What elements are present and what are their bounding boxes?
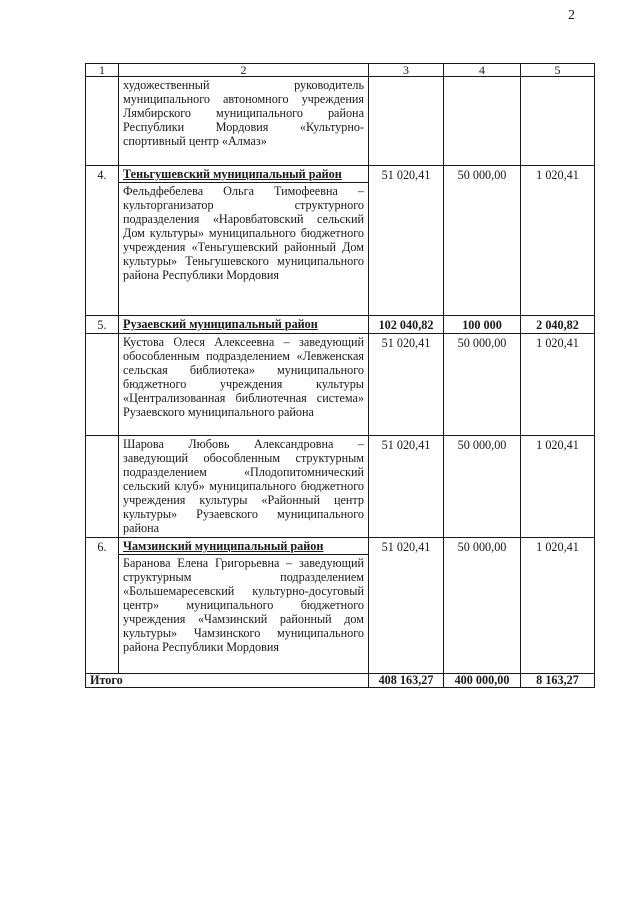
table-row	[86, 166, 595, 316]
amount-col5: 2 040,82	[521, 316, 595, 334]
table-row	[86, 316, 595, 334]
column-header-1: 1	[86, 64, 119, 77]
table-row	[86, 77, 595, 166]
row-number	[86, 436, 119, 538]
recipient-description: художественный руководитель муниципального автономного учреждения Лямбирского муниципального района Республики Мордовия «Культурно-спортивный центр «Алмаз»	[119, 77, 369, 166]
column-header-5: 5	[521, 64, 595, 77]
row-number	[86, 334, 119, 436]
table-row	[86, 436, 595, 538]
amount-col5: 1 020,41	[521, 436, 595, 538]
column-header-3: 3	[369, 64, 444, 77]
row-number: 5.	[86, 316, 119, 334]
amount-col5: 1 020,41	[521, 166, 595, 316]
total-row	[86, 674, 595, 688]
row-number	[86, 77, 119, 166]
page-number: 2	[568, 8, 575, 23]
row-number: 4.	[86, 166, 119, 316]
amount-col4: 50 000,00	[444, 538, 521, 674]
amount-col5: 1 020,41	[521, 334, 595, 436]
row-number: 6.	[86, 538, 119, 674]
amount-col5: 1 020,41	[521, 538, 595, 674]
amount-col4: 50 000,00	[444, 334, 521, 436]
amount-col3: 102 040,82	[369, 316, 444, 334]
amount-col4: 100 000	[444, 316, 521, 334]
column-header-2: 2	[119, 64, 369, 77]
table-row	[86, 334, 595, 436]
amount-col3: 51 020,41	[369, 436, 444, 538]
district-name: Чамзинский муниципальный район	[123, 539, 324, 553]
table-row	[86, 538, 595, 674]
total-col3: 408 163,27	[369, 674, 444, 688]
amount-col5	[521, 77, 595, 166]
column-header-4: 4	[444, 64, 521, 77]
recipient-description: Баранова Елена Григорьевна – заведующий структурным подразделением «Большемаресевский культурно-досуговый центр» муниципального бюджетного учреждения «Чамзинский районный дом культуры» Чамзинского муниципального района Республики Мордовия	[119, 554, 368, 671]
district-block	[119, 538, 369, 674]
total-label: Итого	[86, 674, 369, 688]
total-col5: 8 163,27	[521, 674, 595, 688]
amount-col3: 51 020,41	[369, 538, 444, 674]
district-name: Теньгушевский муниципальный район	[123, 167, 342, 181]
amount-col3: 51 020,41	[369, 334, 444, 436]
total-col4: 400 000,00	[444, 674, 521, 688]
recipient-description: Кустова Олеся Алексеевна – заведующий обособленным подразделением «Левженская сельская библиотека» муниципального бюджетного учреждения культуры «Централизованная библиотечная система» Рузаевского муниципального района	[119, 334, 369, 436]
district-name: Рузаевский муниципальный район	[119, 316, 369, 334]
amount-col3: 51 020,41	[369, 166, 444, 316]
awards-table	[85, 63, 595, 688]
recipient-description: Шарова Любовь Александровна – заведующий обособленным структурным подразделением «Плодопитомнический сельский клуб» муниципального бюджетного учреждения культуры «Районный центр культуры» Рузаевского муниципального района	[119, 436, 369, 538]
amount-col4: 50 000,00	[444, 436, 521, 538]
recipient-description: Фельдфебелева Ольга Тимофеевна – культорганизатор структурного подразделения «Наровбатовский сельский Дом культуры» муниципального бюджетного учреждения «Теньгушевский районный Дом культуры» Теньгушевского муниципального района Республики Мордовия	[119, 182, 368, 313]
amount-col4	[444, 77, 521, 166]
amount-col4: 50 000,00	[444, 166, 521, 316]
column-header-row	[86, 64, 595, 77]
district-block	[119, 166, 369, 316]
amount-col3	[369, 77, 444, 166]
